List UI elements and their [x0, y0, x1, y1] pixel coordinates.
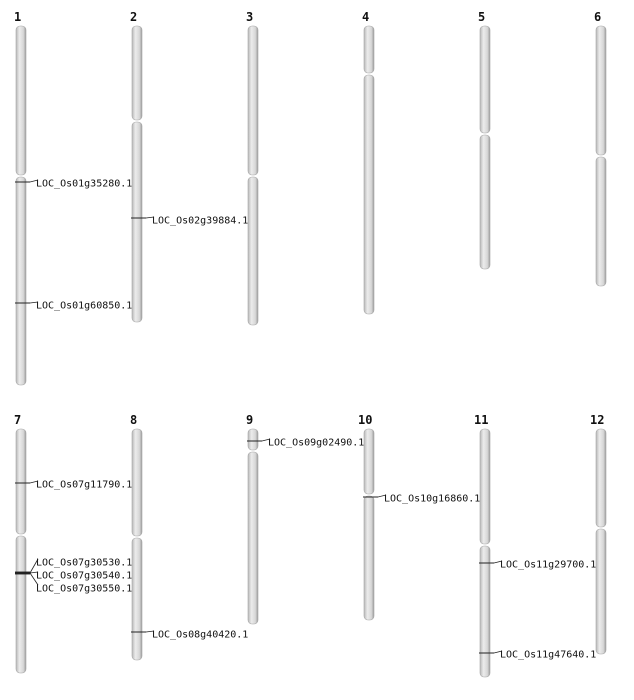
chromosome-arm-short: [364, 26, 374, 73]
chromosome-arm-short: [248, 429, 258, 450]
chromosome-number: 6: [594, 10, 602, 24]
chromosome-4: [362, 10, 374, 314]
chromosome-arm-long: [596, 529, 606, 654]
chromosome-arm-short: [16, 26, 26, 175]
gene-label: LOC_Os07g11790.1: [36, 479, 133, 491]
chromosome-arm-long: [132, 538, 142, 660]
chromosome-3: [246, 10, 258, 325]
chromosome-arm-long: [480, 135, 490, 269]
chromosome-arm-short: [248, 26, 258, 175]
chromosome-number: 4: [362, 10, 370, 24]
chromosome-arm-short: [480, 429, 490, 544]
gene-label: LOC_Os01g60850.1: [36, 300, 133, 312]
chromosome-number: 8: [130, 413, 138, 427]
chromosome-number: 7: [14, 413, 22, 427]
chromosome-7: [14, 413, 132, 673]
chromosome-9: [246, 413, 364, 624]
chromosome-arm-short: [132, 26, 142, 120]
chromosome-number: 5: [478, 10, 486, 24]
chromosome-arm-short: [16, 429, 26, 534]
chromosome-number: 11: [474, 413, 489, 427]
chromosome-arm-short: [480, 26, 490, 133]
chromosome-12: [590, 413, 606, 654]
chromosome-8: [130, 413, 248, 660]
gene-label: LOC_Os09g02490.1: [268, 437, 365, 449]
chromosome-arm-long: [596, 157, 606, 286]
chromosome-arm-long: [16, 536, 26, 673]
chromosome-6: [594, 10, 606, 286]
chromosome-arm-long: [132, 122, 142, 322]
chromosome-arm-short: [364, 429, 374, 494]
gene-label: LOC_Os07g30530.1: [36, 557, 133, 569]
chromosome-1: [14, 10, 132, 385]
chromosome-arm-short: [596, 26, 606, 155]
gene-label: LOC_Os01g35280.1: [36, 178, 133, 190]
gene-label: LOC_Os07g30540.1: [36, 570, 133, 582]
chromosome-arm-short: [596, 429, 606, 527]
chromosome-number: 1: [14, 10, 22, 24]
gene-label: LOC_Os10g16860.1: [384, 493, 481, 505]
gene-label: LOC_Os07g30550.1: [36, 583, 133, 595]
chromosome-arm-long: [364, 75, 374, 314]
gene-label: LOC_Os11g47640.1: [500, 649, 597, 661]
chromosome-number: 2: [130, 10, 138, 24]
chromosome-arm-long: [248, 177, 258, 325]
gene-label: LOC_Os02g39884.1: [152, 215, 249, 227]
chromosome-arm-long: [16, 177, 26, 385]
gene-label: LOC_Os08g40420.1: [152, 629, 249, 641]
chromosome-number: 9: [246, 413, 254, 427]
chromosome-number: 10: [358, 413, 373, 427]
chromosome-2: [130, 10, 248, 322]
chromosome-arm-long: [248, 452, 258, 624]
chromosome-number: 3: [246, 10, 254, 24]
chromosome-arm-short: [132, 429, 142, 536]
gene-label: LOC_Os11g29700.1: [500, 559, 597, 571]
chromosome-11: [474, 413, 596, 677]
chromosome-arm-long: [364, 496, 374, 620]
chromosome-arm-long: [480, 546, 490, 677]
chromosome-5: [478, 10, 490, 269]
chromosome-number: 12: [590, 413, 605, 427]
chromosome-10: [358, 413, 480, 620]
